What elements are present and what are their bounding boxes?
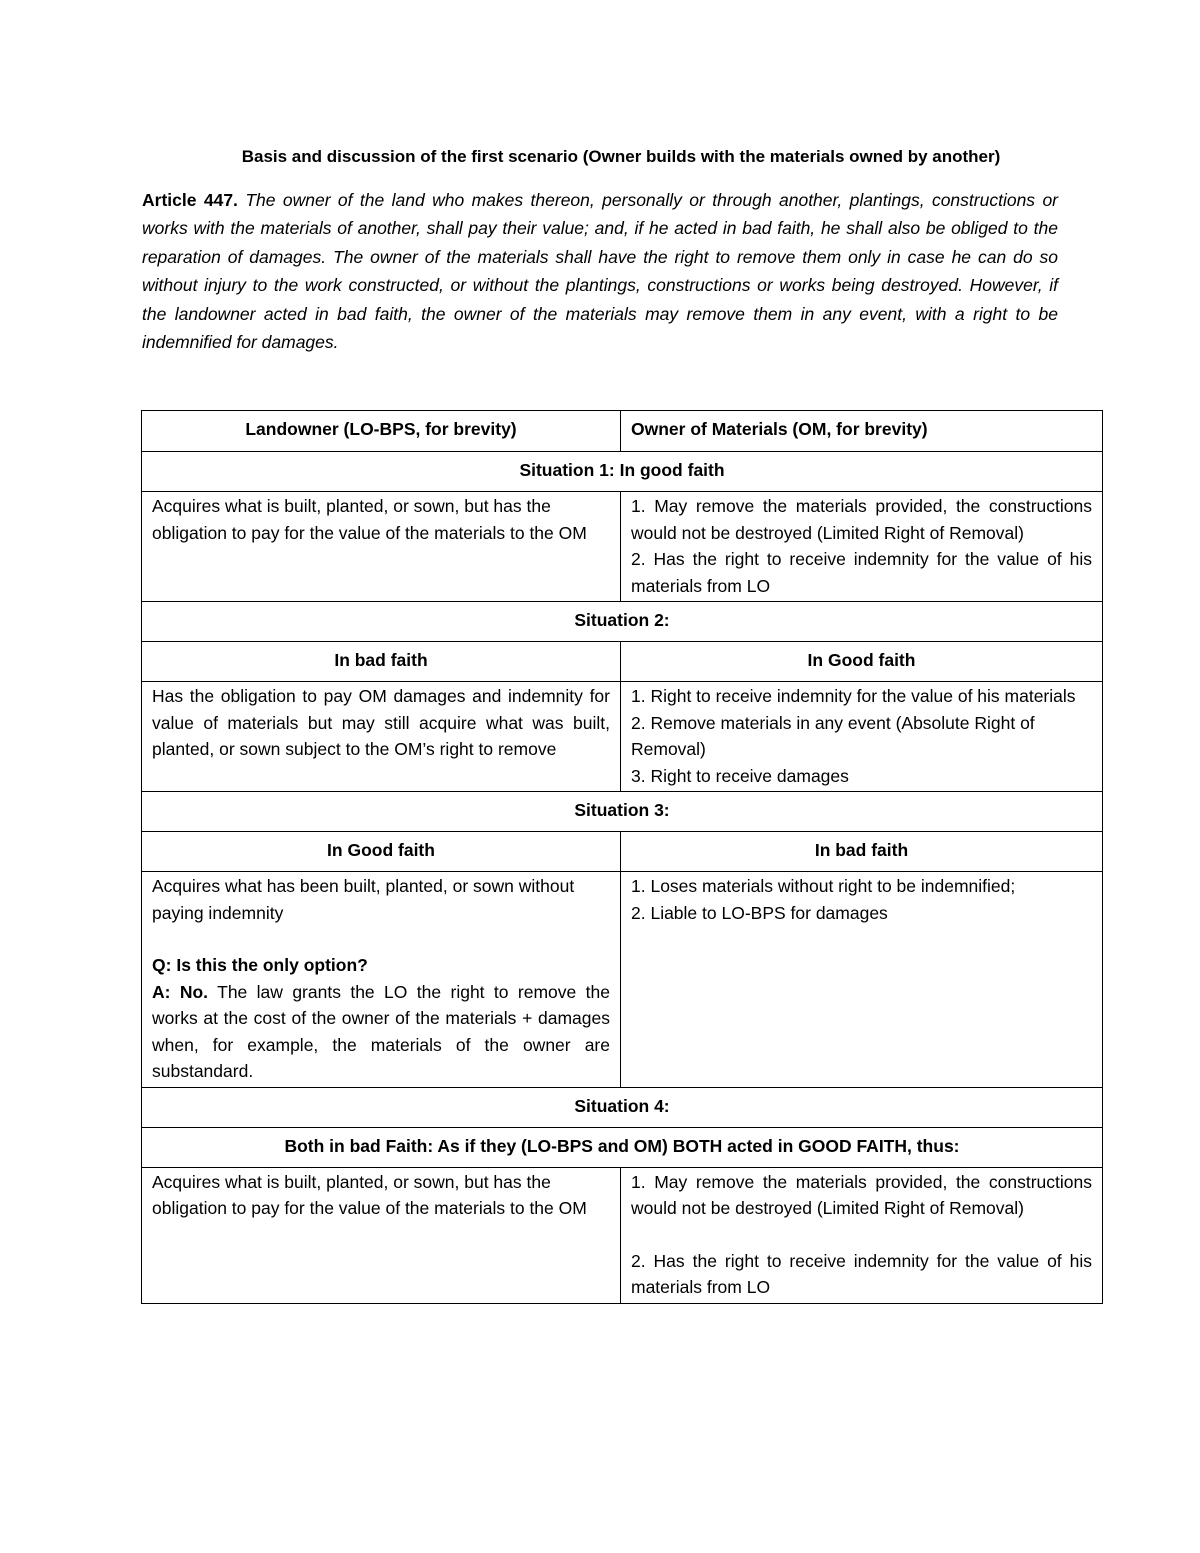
situation-2-owner-cell xyxy=(621,682,1103,792)
situation-1-owner-cell xyxy=(621,492,1103,602)
situation-3-landowner-faith: In Good faith xyxy=(142,832,621,872)
situation-2-faith-row xyxy=(142,642,1103,682)
situation-2-owner-item-2: 2. Remove materials in any event (Absolute Right of Removal) xyxy=(631,712,1035,759)
situation-3-landowner-cell xyxy=(142,872,621,1088)
situation-3-owner-faith: In bad faith xyxy=(621,832,1103,872)
situation-4-subheading-row xyxy=(142,1127,1103,1167)
question-text: Is this the only option? xyxy=(176,955,368,975)
situation-3-content-row xyxy=(142,872,1103,1088)
situation-4-landowner-cell xyxy=(142,1167,621,1303)
situation-2-landowner-faith: In bad faith xyxy=(142,642,621,682)
situation-2-owner-item-3: 3. Right to receive damages xyxy=(631,765,849,786)
situation-4-landowner-text: Acquires what is built, planted, or sown, but has the obligation to pay for the value of the materials to the OM xyxy=(152,1171,587,1218)
situation-2-heading-row xyxy=(142,602,1103,642)
document-title: Basis and discussion of the first scenario (Owner builds with the materials owned by another) xyxy=(241,147,1001,166)
situation-2-landowner-cell xyxy=(142,682,621,792)
situation-1-landowner-cell xyxy=(142,492,621,602)
situation-3-heading-row xyxy=(142,792,1103,832)
situation-2-owner-faith: In Good faith xyxy=(621,642,1103,682)
situation-4-owner-item-2: 2. Has the right to receive indemnity for the value of his materials from LO xyxy=(631,1250,1092,1297)
situation-1-landowner-text: Acquires what is built, planted, or sown, but has the obligation to pay for the value of the materials to the OM xyxy=(152,496,587,543)
situation-4-owner-cell xyxy=(621,1167,1103,1303)
situation-3-landowner-text: Acquires what has been built, planted, or sown without paying indemnity xyxy=(152,876,575,923)
answer-text: The law grants the LO the right to remove the works at the cost of the owner of the materials + damages when, for example, the materials of the owner are substandard. xyxy=(152,981,610,1081)
situation-2-owner-item-1: 1. Right to receive indemnity for the value of his materials xyxy=(631,686,1076,706)
situation-3-owner-cell xyxy=(621,872,1103,1088)
table-header-row xyxy=(142,411,1103,452)
situation-3-heading: Situation 3: xyxy=(142,792,1103,832)
situation-2-landowner-text: Has the obligation to pay OM damages and indemnity for value of materials but may still acquire what was built, planted, or sown subject to the OM’s right to remove xyxy=(152,686,610,759)
situation-3-faith-row xyxy=(142,832,1103,872)
header-landowner: Landowner (LO-BPS, for brevity) xyxy=(142,411,621,452)
article-number: Article 447. xyxy=(142,190,238,210)
situation-3-owner-item-2: 2. Liable to LO-BPS for damages xyxy=(631,902,888,923)
rights-table xyxy=(141,410,1103,1304)
situation-1-heading-row xyxy=(142,452,1103,492)
situation-2-heading: Situation 2: xyxy=(142,602,1103,642)
situation-1-owner-item-1: 1. May remove the materials provided, the constructions would not be destroyed (Limited Right of Removal) xyxy=(631,496,1092,543)
situation-4-heading: Situation 4: xyxy=(142,1087,1103,1127)
situation-4-heading-row xyxy=(142,1087,1103,1127)
situation-3-question xyxy=(152,952,610,979)
article-text: The owner of the land who makes thereon, personally or through another, plantings, constructions or works with the materials of another, shall pay their value; and, if he acted in bad faith, he shall also be obliged to the reparation of damages. The owner of the materials shall have the right to remove them only in case he can do so without injury to the work constructed, or without the plantings, constructions or works being destroyed. However, if the landowner acted in bad faith, the owner of the materials may remove them in any event, with a right to be indemnified for damages. xyxy=(142,190,1059,353)
situation-4-owner-item-1: 1. May remove the materials provided, the constructions would not be destroyed (Limited Right of Removal) xyxy=(631,1171,1092,1218)
situation-2-content-row xyxy=(142,682,1103,792)
situation-4-subheading: Both in bad Faith: As if they (LO-BPS and OM) BOTH acted in GOOD FAITH, thus: xyxy=(142,1127,1103,1167)
answer-label: A: No. xyxy=(152,981,209,1002)
situation-3-answer xyxy=(152,979,610,1085)
situation-1-heading: Situation 1: In good faith xyxy=(142,452,1103,492)
situation-4-content-row xyxy=(142,1167,1103,1303)
header-owner-materials: Owner of Materials (OM, for brevity) xyxy=(621,411,1103,452)
situation-1-content-row xyxy=(142,492,1103,602)
article-paragraph xyxy=(142,186,1058,356)
situation-3-owner-item-1: 1. Loses materials without right to be indemnified; xyxy=(631,876,1016,896)
question-label: Q: xyxy=(152,955,172,975)
situation-1-owner-item-2: 2. Has the right to receive indemnity for the value of his materials from LO xyxy=(631,549,1092,596)
